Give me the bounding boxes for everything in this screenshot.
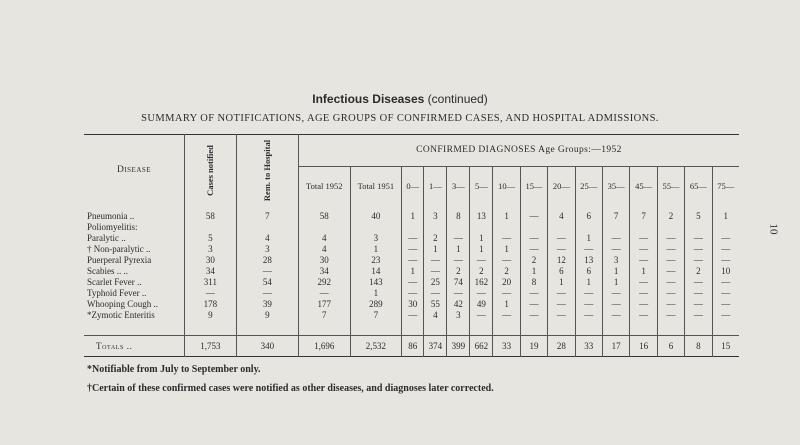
table-cell: 28: [236, 255, 298, 266]
table-cell: 30: [402, 299, 424, 310]
table-cell: —: [447, 255, 470, 266]
table-cell: 1: [630, 266, 657, 277]
disease-name: † Non-paralytic ..: [84, 244, 185, 255]
table-cell: 3: [424, 205, 447, 222]
table-cell: 7: [236, 205, 298, 222]
table-cell: —: [402, 310, 424, 321]
spacer-cell: [575, 321, 602, 336]
table-cell: —: [470, 255, 493, 266]
table-cell: 1: [575, 277, 602, 288]
table-cell: —: [602, 233, 629, 244]
table-cell: 1,696: [298, 336, 350, 357]
table-cell: —: [493, 288, 520, 299]
table-row: [84, 244, 739, 255]
cases-notified-label: Cases notified: [204, 144, 215, 196]
table-cell: 4: [236, 233, 298, 244]
spacer-cell: [520, 321, 547, 336]
table-cell: 662: [470, 336, 493, 357]
table-cell: —: [424, 255, 447, 266]
table-cell: 289: [350, 299, 402, 310]
table-cell: —: [630, 277, 657, 288]
table-cell: —: [657, 299, 684, 310]
table-cell: 10: [721, 266, 731, 276]
table-cell: 1: [493, 299, 520, 310]
spacer-cell: [657, 321, 684, 336]
table-cell: —: [424, 266, 447, 277]
table-cell: 1: [447, 244, 470, 255]
table-cell: —: [657, 288, 684, 299]
table-cell: 399: [447, 336, 470, 357]
age-group-header: 1—: [424, 167, 447, 205]
age-group-header: 0—: [402, 167, 424, 205]
age-group-header: 5—: [470, 167, 493, 205]
spacer-cell: [236, 321, 298, 336]
spacer-cell: [447, 321, 470, 336]
table-cell: 34: [185, 266, 237, 277]
table-cell: 2: [424, 233, 447, 244]
table-cell: —: [520, 233, 547, 244]
table-cell: —: [424, 288, 447, 299]
table-cell: 374: [424, 336, 447, 357]
table-cell: —: [685, 255, 712, 266]
table-cell: 3: [236, 244, 298, 255]
table-cell: 178: [185, 299, 237, 310]
spacer-cell: [602, 321, 629, 336]
age-group-header: 3—: [447, 167, 470, 205]
table-cell: [685, 222, 712, 233]
page-title: [0, 92, 800, 106]
table-cell: 6: [575, 205, 602, 222]
table-cell: 17: [602, 336, 629, 357]
table-cell: 14: [350, 266, 402, 277]
table-cell: [447, 222, 470, 233]
table-cell: [712, 222, 739, 233]
spacer-cell: [712, 321, 739, 336]
table-cell: 23: [350, 255, 402, 266]
table-cell: 34: [298, 266, 350, 277]
table-cell: —: [721, 244, 731, 254]
confirmed-diagnoses-header: CONFIRMED DIAGNOSES Age Groups:—1952: [298, 135, 739, 167]
table-cell: [630, 222, 657, 233]
table-cell: —: [657, 244, 684, 255]
table-cell: 9: [236, 310, 298, 321]
table-cell: 54: [236, 277, 298, 288]
table-cell: —: [548, 310, 575, 321]
table-cell: —: [185, 288, 237, 299]
table-cell: 15: [712, 336, 739, 357]
table-cell: —: [520, 310, 547, 321]
disease-name: Scabies .. ..: [84, 266, 185, 277]
age-group-header: 15—: [520, 167, 547, 205]
page-number: 10: [767, 223, 780, 235]
table-body: [84, 205, 739, 357]
table-cell: 9: [185, 310, 237, 321]
table-cell: —: [630, 288, 657, 299]
table-cell: —: [602, 244, 629, 255]
age-group-header: Total 1951: [350, 167, 402, 205]
header-row-top: [84, 135, 739, 167]
spacer-cell: [298, 321, 350, 336]
table-cell: 8: [685, 336, 712, 357]
table-cell: 13: [575, 255, 602, 266]
table-cell: —: [575, 244, 602, 255]
table-cell: 19: [520, 336, 547, 357]
spacer-cell: [493, 321, 520, 336]
table-row: [84, 277, 739, 288]
table-cell: 5: [685, 205, 712, 222]
table-cell: 1: [470, 233, 493, 244]
table-cell: 1: [350, 288, 402, 299]
table-subtitle: SUMMARY OF NOTIFICATIONS, AGE GROUPS OF CONFIRMED CASES, AND HOSPITAL ADMISSIONS.: [141, 113, 659, 124]
age-group-header: 35—: [602, 167, 629, 205]
table-cell: 2: [685, 266, 712, 277]
table-cell: —: [575, 310, 602, 321]
age-group-header: 10—: [493, 167, 520, 205]
spacer-cell: [185, 321, 237, 336]
table-cell: —: [520, 244, 547, 255]
disease-name: Poliomyelitis:: [84, 222, 185, 233]
table-cell: —: [602, 299, 629, 310]
spacer-row: [84, 321, 739, 336]
disease-name: Paralytic ..: [84, 233, 185, 244]
table-cell: —: [298, 288, 350, 299]
table-cell: 28: [548, 336, 575, 357]
age-group-header: 25—: [575, 167, 602, 205]
table-cell: 30: [185, 255, 237, 266]
table-cell: —: [630, 233, 657, 244]
table-cell: [298, 222, 350, 233]
table-row: [84, 255, 739, 266]
table-row: [84, 222, 739, 233]
table-cell: —: [402, 233, 424, 244]
table-cell: 2: [447, 266, 470, 277]
spacer-cell: [470, 321, 493, 336]
table-cell: —: [548, 299, 575, 310]
age-group-header: 65—: [685, 167, 712, 205]
table-cell: —: [657, 310, 684, 321]
table-cell: 1: [723, 211, 729, 221]
table-cell: 16: [630, 336, 657, 357]
table-cell: [548, 222, 575, 233]
table-cell: [602, 222, 629, 233]
table-cell: —: [685, 233, 712, 244]
table-cell: 5: [185, 233, 237, 244]
age-group-header: 55—: [657, 167, 684, 205]
table-cell: 20: [493, 277, 520, 288]
age-group-header: Total 1952: [298, 167, 350, 205]
age-group-header: 75—: [717, 181, 735, 192]
table-cell: 1: [402, 205, 424, 222]
table-cell: —: [402, 288, 424, 299]
table-cell: —: [447, 233, 470, 244]
table-cell: 7: [630, 205, 657, 222]
table-cell: [470, 222, 493, 233]
table-cell: —: [402, 255, 424, 266]
table-cell: 2: [657, 205, 684, 222]
table-cell: 42: [447, 299, 470, 310]
rem-hospital-header: [236, 135, 298, 206]
footnote-certain: †Certain of these confirmed cases were notified as other diseases, and diagnoses later corrected.: [87, 383, 494, 394]
table-row: [84, 266, 739, 277]
table-cell: [350, 222, 402, 233]
table-cell: —: [548, 233, 575, 244]
title-suffix: (continued): [427, 92, 488, 106]
table-cell: —: [236, 288, 298, 299]
table-cell: 6: [657, 336, 684, 357]
age-group-header: 20—: [548, 167, 575, 205]
table-cell: 33: [493, 336, 520, 357]
table-cell: —: [721, 299, 731, 309]
table-cell: [520, 222, 547, 233]
table-cell: 25: [424, 277, 447, 288]
table-cell: 1: [548, 277, 575, 288]
table-cell: —: [575, 288, 602, 299]
spacer-cell: [548, 321, 575, 336]
table-cell: 1: [493, 205, 520, 222]
table-cell: 1: [350, 244, 402, 255]
table-cell: —: [520, 299, 547, 310]
table-cell: 58: [185, 205, 237, 222]
table-cell: —: [493, 255, 520, 266]
table-cell: —: [548, 288, 575, 299]
table-cell: —: [657, 233, 684, 244]
table-cell: —: [520, 288, 547, 299]
table-cell: [493, 222, 520, 233]
table-cell: —: [402, 277, 424, 288]
table-cell: 1: [493, 244, 520, 255]
table-cell: 177: [298, 299, 350, 310]
table-cell: —: [602, 288, 629, 299]
table-cell: 143: [350, 277, 402, 288]
disease-name: Scarlet Fever ..: [84, 277, 185, 288]
table-cell: [575, 222, 602, 233]
table-cell: 6: [575, 266, 602, 277]
table-cell: 1: [575, 233, 602, 244]
table-cell: —: [685, 310, 712, 321]
table-cell: [657, 222, 684, 233]
table-cell: 74: [447, 277, 470, 288]
notifications-table: [84, 134, 739, 357]
table-cell: 1: [602, 266, 629, 277]
table-cell: [424, 222, 447, 233]
table-cell: 55: [424, 299, 447, 310]
table-cell: 8: [520, 277, 547, 288]
table-cell: 2: [520, 255, 547, 266]
title-main: Infectious Diseases: [312, 92, 425, 106]
table-cell: 1: [424, 244, 447, 255]
spacer-cell: [402, 321, 424, 336]
table-cell: 39: [236, 299, 298, 310]
disease-name: Typhoid Fever ..: [84, 288, 185, 299]
table-cell: 3: [602, 255, 629, 266]
table-cell: 8: [447, 205, 470, 222]
table-cell: 2,532: [350, 336, 402, 357]
table-cell: 1,753: [185, 336, 237, 357]
table-cell: —: [721, 277, 731, 287]
spacer-cell: [84, 321, 185, 336]
table-cell: 1: [402, 266, 424, 277]
table-row: [84, 205, 739, 222]
table-cell: 340: [236, 336, 298, 357]
table-cell: 6: [548, 266, 575, 277]
table-cell: 49: [470, 299, 493, 310]
spacer-cell: [350, 321, 402, 336]
disease-name: Pneumonia ..: [84, 205, 185, 222]
age-group-header: 45—: [630, 167, 657, 205]
table-cell: 7: [350, 310, 402, 321]
disease-name: Totals ..: [84, 336, 185, 357]
table-cell: —: [685, 244, 712, 255]
table-cell: 33: [575, 336, 602, 357]
table-cell: 7: [602, 205, 629, 222]
table-cell: 13: [470, 205, 493, 222]
table-cell: 30: [298, 255, 350, 266]
disease-name: Puerperal Pyrexia: [84, 255, 185, 266]
table-cell: 7: [298, 310, 350, 321]
table-cell: 1: [520, 266, 547, 277]
disease-name: Whooping Cough ..: [84, 299, 185, 310]
table-cell: 3: [350, 233, 402, 244]
table-row: [84, 233, 739, 244]
cases-notified-header: [185, 135, 237, 206]
table-cell: —: [630, 310, 657, 321]
table-cell: 162: [470, 277, 493, 288]
table-cell: 292: [298, 277, 350, 288]
table-row: [84, 299, 739, 310]
table-cell: 2: [493, 266, 520, 277]
table-cell: —: [402, 244, 424, 255]
totals-row: [84, 336, 739, 357]
table-cell: —: [470, 310, 493, 321]
table-cell: —: [493, 233, 520, 244]
table-cell: —: [236, 266, 298, 277]
table-row: [84, 288, 739, 299]
table-cell: 12: [548, 255, 575, 266]
spacer-cell: [630, 321, 657, 336]
table-cell: —: [657, 255, 684, 266]
table-cell: 1: [602, 277, 629, 288]
table-cell: 4: [548, 205, 575, 222]
table-cell: —: [721, 255, 731, 265]
table-cell: 4: [298, 233, 350, 244]
table-cell: —: [447, 288, 470, 299]
table-cell: —: [630, 244, 657, 255]
table-cell: 86: [402, 336, 424, 357]
table-cell: —: [548, 244, 575, 255]
disease-header: Disease: [84, 135, 185, 206]
table-cell: —: [685, 299, 712, 310]
table-cell: 311: [185, 277, 237, 288]
rem-hospital-label: Rem. to Hospital: [261, 139, 272, 201]
table-cell: —: [721, 288, 731, 298]
table-cell: [185, 222, 237, 233]
table-cell: —: [575, 299, 602, 310]
spacer-cell: [424, 321, 447, 336]
table-cell: —: [630, 299, 657, 310]
table-cell: —: [493, 310, 520, 321]
table-cell: 4: [298, 244, 350, 255]
table-cell: —: [520, 205, 547, 222]
footnote-notifiable: *Notifiable from July to September only.: [87, 364, 261, 375]
table-cell: —: [685, 277, 712, 288]
table-row: [84, 310, 739, 321]
table-cell: 1: [470, 244, 493, 255]
table-cell: 3: [447, 310, 470, 321]
table-cell: 4: [424, 310, 447, 321]
table-cell: —: [657, 266, 684, 277]
table-cell: 3: [185, 244, 237, 255]
table-cell: 40: [350, 205, 402, 222]
spacer-cell: [685, 321, 712, 336]
table-cell: —: [657, 277, 684, 288]
table-cell: 2: [470, 266, 493, 277]
table-cell: [236, 222, 298, 233]
table-cell: [402, 222, 424, 233]
table-cell: 58: [298, 205, 350, 222]
table-cell: —: [721, 233, 731, 243]
disease-name: *Zymotic Enteritis: [84, 310, 185, 321]
table-cell: —: [630, 255, 657, 266]
table-cell: —: [721, 310, 731, 320]
table-cell: —: [602, 310, 629, 321]
table-cell: —: [685, 288, 712, 299]
table-cell: —: [470, 288, 493, 299]
